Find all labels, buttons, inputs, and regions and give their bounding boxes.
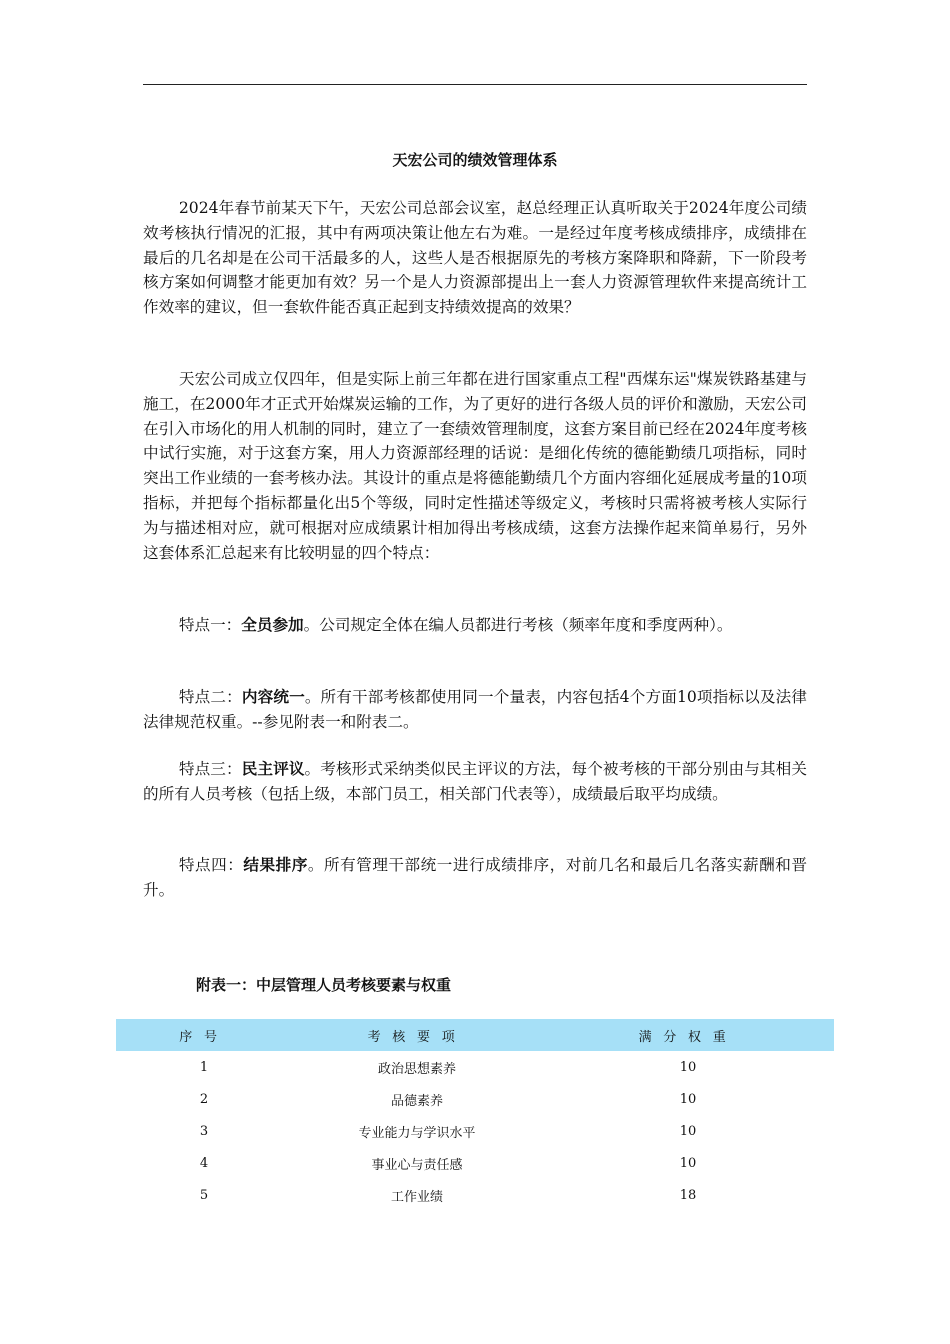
cell-weight: 18	[679, 1187, 697, 1203]
cell-item: 专业能力与学识水平	[358, 1125, 476, 1141]
header-index: 序号	[116, 1019, 292, 1051]
feature-keyword: 内容统一	[241, 688, 305, 706]
cell-item: 事业心与责任感	[371, 1157, 463, 1173]
feature-keyword: 全员参加	[241, 616, 304, 634]
cell-index: 4	[199, 1155, 209, 1171]
table-row	[116, 1083, 834, 1115]
cell-weight: 10	[679, 1155, 697, 1171]
feature-keyword: 结果排序	[243, 856, 308, 874]
feature-prefix: 特点三：	[178, 760, 242, 778]
cell-index: 1	[199, 1059, 209, 1075]
paragraph-background: 天宏公司成立仅四年，但是实际上前三年都在进行国家重点工程"西煤东运"煤炭铁路基建与施工，在2000年才正式开始煤炭运输的工作，为了更好的进行各级人员的评价和激励，天宏公司在引入市场化的用人机制的同时，建立了一套绩效管理制度，这套方案目前已经在2024年度考核中试行实施，对于这套方案，用人力资源部经理的话说：是细化传统的德能勤绩几项指标，同时突出工作业绩的一套考核办法。其设计的重点是将德能勤绩几个方面内容细化延展成考量的10项指标，并把每个指标都量化出5个等级，同时定性描述等级定义，考核时只需将被考核人实际行为与描述相对应，就可根据对应成绩累计相加得出考核成绩，这套方法操作起来简单易行，另外这套体系汇总起来有比较明显的四个特点：	[143, 370, 807, 562]
cell-weight: 10	[679, 1091, 697, 1107]
header-rule	[143, 84, 807, 85]
cell-item: 工作业绩	[390, 1189, 443, 1205]
feature-1	[143, 613, 807, 638]
feature-prefix: 特点一：	[178, 616, 242, 634]
table-header-row	[116, 1019, 834, 1051]
feature-keyword: 民主评议	[241, 760, 305, 778]
cell-item: 品德素养	[390, 1093, 443, 1109]
cell-item: 政治思想素养	[377, 1061, 456, 1077]
paragraph-intro: 2024年春节前某天下午，天宏公司总部会议室，赵总经理正认真听取关于2024年度公司绩效考核执行情况的汇报，其中有两项决策让他左右为难。一是经过年度考核成绩排序，成绩排在最后的几名却是在公司干活最多的人，这些人是否根据原先的考核方案降职和降薪，下一阶段考核方案如何调整才能更加有效？另一个是人力资源部提出上一套人力资源管理软件来提高统计工作效率的建议，但一套软件能否真正起到支持绩效提高的效果？	[143, 199, 807, 317]
header-weight: 满分权重	[542, 1019, 834, 1051]
feature-text: 。考核形式采纳类似民主评议的方法，每个被考核的干部分别由与其相关的所有人员考核（包括上级，本部门员工，相关部门代表等），成绩最后取平均成绩。	[143, 760, 807, 803]
table-row	[116, 1115, 834, 1147]
document-title: 天宏公司的绩效管理体系	[392, 151, 558, 169]
table-row	[116, 1179, 834, 1211]
feature-prefix: 特点四：	[178, 856, 244, 874]
table-row	[116, 1147, 834, 1179]
feature-4	[143, 853, 807, 903]
header-item: 考核要项	[292, 1019, 542, 1051]
cell-weight: 10	[679, 1059, 697, 1075]
feature-2	[143, 685, 807, 735]
feature-prefix: 特点二：	[178, 688, 242, 706]
table-title: 附表一：中层管理人员考核要素与权重	[196, 976, 452, 994]
cell-index: 5	[199, 1187, 209, 1203]
cell-weight: 10	[679, 1123, 697, 1139]
feature-text: 。所有干部考核都使用同一个量表，内容包括4个方面10项指标以及法律法律规范权重。--参见附表一和附表二。	[143, 688, 807, 731]
feature-text: 。公司规定全体在编人员都进行考核（频率年度和季度两种）。	[303, 616, 733, 634]
feature-3	[143, 757, 807, 807]
cell-index: 2	[199, 1091, 209, 1107]
cell-index: 3	[199, 1123, 209, 1139]
feature-text: 。所有管理干部统一进行成绩排序，对前几名和最后几名落实薪酬和晋升。	[143, 856, 807, 899]
table-row	[116, 1051, 834, 1083]
weights-table	[116, 1019, 834, 1211]
